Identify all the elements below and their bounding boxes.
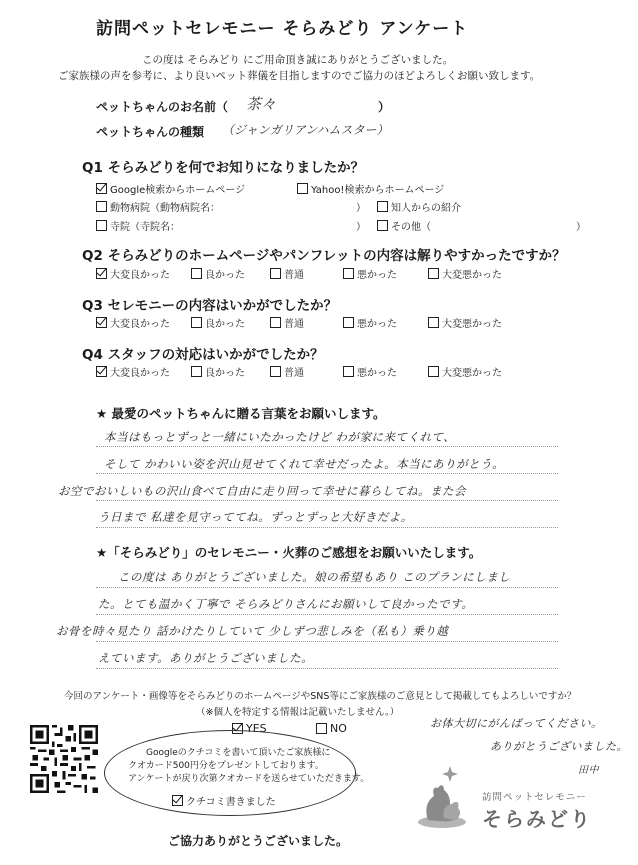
q2-option-very-good[interactable]: 大変良かった (96, 266, 170, 281)
checkbox-checked-icon[interactable] (96, 183, 107, 194)
checkbox-checked-icon[interactable] (172, 795, 183, 806)
checkbox-icon[interactable] (96, 201, 107, 212)
intro-line-2: ご家族様の声を参考に、より良いペット葬儀を目指しますのでご協力のほどよろしくお願い致します。 (58, 70, 541, 82)
q2-option-very-bad[interactable]: 大変悪かった (428, 266, 502, 281)
review-done-checkbox[interactable]: クチコミ書きました (172, 793, 276, 808)
q4-option-normal[interactable]: 普通 (270, 364, 304, 379)
q3-option-very-good[interactable]: 大変良かった (96, 315, 170, 330)
handwritten-note-line-2: ありがとうございました。 (490, 740, 628, 753)
intro-line-1: この度は そらみどり にご用命頂き誠にありがとうございました。 (142, 54, 454, 66)
handwritten-signature: 田中 (578, 765, 599, 776)
checkbox-icon[interactable] (316, 723, 327, 734)
checkbox-icon[interactable] (191, 366, 202, 377)
checkbox-icon[interactable] (343, 268, 354, 279)
ruled-line (96, 473, 558, 474)
q2-option-good[interactable]: 良かった (191, 266, 245, 281)
page-title: 訪問ペットセレモニー そらみどり アンケート (96, 19, 469, 39)
qr-code-icon[interactable] (30, 725, 98, 793)
checkbox-icon[interactable] (428, 317, 439, 328)
q4-option-very-good[interactable]: 大変良かった (96, 364, 170, 379)
impression-text-line-2[interactable]: た。とても温かく丁寧で そらみどりさんにお願いして良かったです。 (98, 597, 474, 611)
pet-name-value[interactable]: 茶々 (246, 95, 277, 113)
q2-title: Q2 そらみどりのホームページやパンフレットの内容は解りやすかったですか？ (82, 248, 566, 264)
checkbox-icon[interactable] (297, 183, 308, 194)
q3-title: Q3 セレモニーの内容はいかがでしたか？ (82, 298, 338, 314)
checkbox-icon[interactable] (191, 317, 202, 328)
ruled-line (96, 641, 558, 642)
footer-thanks: ご協力ありがとうございました。 (168, 834, 349, 848)
q1-option-hospital-close: ） (356, 203, 366, 214)
q4-title: Q4 スタッフの対応はいかがでしたか？ (82, 347, 324, 363)
pet-type-value[interactable]: （ジャンガリアンハムスター） (222, 123, 389, 137)
q1-option-friend[interactable]: 知人からの紹介 (377, 199, 461, 214)
checkbox-checked-icon[interactable] (96, 317, 107, 328)
pet-silhouette-icon (414, 760, 470, 832)
ruled-line (96, 587, 558, 588)
company-logo (414, 760, 470, 836)
message-text-line-3[interactable]: お空でおいしいもの沢山食べて自由に走り回って幸せに暮らしてね。また会 (58, 484, 466, 498)
ruled-line (96, 668, 558, 669)
q1-option-google[interactable]: Google検索からホームページ (96, 181, 245, 196)
q1-option-other-close: ） (576, 222, 586, 233)
q1-option-temple[interactable]: 寺院（寺院名： (96, 218, 180, 233)
ruled-line (96, 446, 558, 447)
pet-name-label: ペットちゃんのお名前（ (96, 100, 229, 114)
consent-no[interactable]: NO (316, 722, 347, 735)
checkbox-icon[interactable] (428, 268, 439, 279)
q1-option-hospital[interactable]: 動物病院（動物病院名： (96, 199, 220, 214)
message-text-line-4[interactable]: う日まで 私達を見守っててね。ずっとずっと大好きだよ。 (98, 510, 413, 524)
checkbox-icon[interactable] (428, 366, 439, 377)
q1-option-other[interactable]: その他（ (377, 218, 431, 233)
handwritten-note-line-1: お体大切にがんばってください。 (430, 717, 603, 730)
q1-title: Q1 そらみどりを何でお知りになりましたか？ (82, 160, 365, 176)
ruled-line (96, 500, 558, 501)
checkbox-icon[interactable] (191, 268, 202, 279)
sparkle-icon (442, 766, 458, 782)
checkbox-icon[interactable] (270, 268, 281, 279)
q1-option-yahoo[interactable]: Yahoo!検索からホームページ (297, 181, 444, 196)
review-text-line-1: Googleのクチコミを書いて頂いたご家族様に (146, 748, 331, 758)
checkbox-icon[interactable] (343, 366, 354, 377)
checkbox-icon[interactable] (270, 366, 281, 377)
consent-note: （※個人を特定する情報は記載いたしません。） (196, 707, 400, 718)
logo-subtitle: 訪問ペットセレモニー (482, 792, 587, 803)
q2-option-normal[interactable]: 普通 (270, 266, 304, 281)
ruled-line (96, 614, 558, 615)
q4-option-good[interactable]: 良かった (191, 364, 245, 379)
impression-text-line-3[interactable]: お骨を時々見たり 話かけたりしていて 少しずつ悲しみを（私も）乗り越 (56, 624, 449, 638)
checkbox-icon[interactable] (96, 220, 107, 231)
checkbox-checked-icon[interactable] (96, 366, 107, 377)
impression-section-title: ★「そらみどり」のセレモニー・火葬のご感想をお願いいたします。 (96, 545, 482, 560)
logo-name: そらみどり (482, 807, 592, 831)
checkbox-icon[interactable] (343, 317, 354, 328)
message-text-line-2[interactable]: そして かわいい姿を沢山見せてくれて幸せだったよ。本当にありがとう。 (104, 457, 505, 471)
pet-type-label: ペットちゃんの種類 (96, 125, 205, 139)
q3-option-bad[interactable]: 悪かった (343, 315, 397, 330)
message-section-title: ★ 最愛のペットちゃんに贈る言葉をお願いします。 (96, 406, 386, 421)
consent-yes[interactable]: YES (232, 722, 267, 735)
ruled-line (96, 527, 558, 528)
q1-option-temple-close: ） (356, 222, 366, 233)
consent-question: 今回のアンケート・画像等をそらみどりのホームページやSNS等にご家族様のご意見として掲載してもよろしいですか？ (64, 691, 577, 702)
q2-option-bad[interactable]: 悪かった (343, 266, 397, 281)
message-text-line-1[interactable]: 本当はもっとずっと一緒にいたかったけど わが家に来てくれて、 (104, 430, 456, 444)
checkbox-icon[interactable] (270, 317, 281, 328)
q4-option-bad[interactable]: 悪かった (343, 364, 397, 379)
checkbox-icon[interactable] (377, 220, 388, 231)
q3-option-normal[interactable]: 普通 (270, 315, 304, 330)
q3-option-good[interactable]: 良かった (191, 315, 245, 330)
q4-option-very-bad[interactable]: 大変悪かった (428, 364, 502, 379)
review-text-line-2: クオカード500円分をプレゼントしております。 (128, 761, 324, 771)
impression-text-line-4[interactable]: えています。ありがとうございました。 (98, 651, 314, 665)
q3-option-very-bad[interactable]: 大変悪かった (428, 315, 502, 330)
pet-name-close: ） (378, 100, 391, 114)
review-text-line-3: アンケートが戻り次第クオカードを送らせていただきます。 (128, 774, 370, 784)
checkbox-icon[interactable] (377, 201, 388, 212)
checkbox-checked-icon[interactable] (96, 268, 107, 279)
impression-text-line-1[interactable]: この度は ありがとうございました。娘の希望もあり このプランにしまし (118, 570, 511, 584)
